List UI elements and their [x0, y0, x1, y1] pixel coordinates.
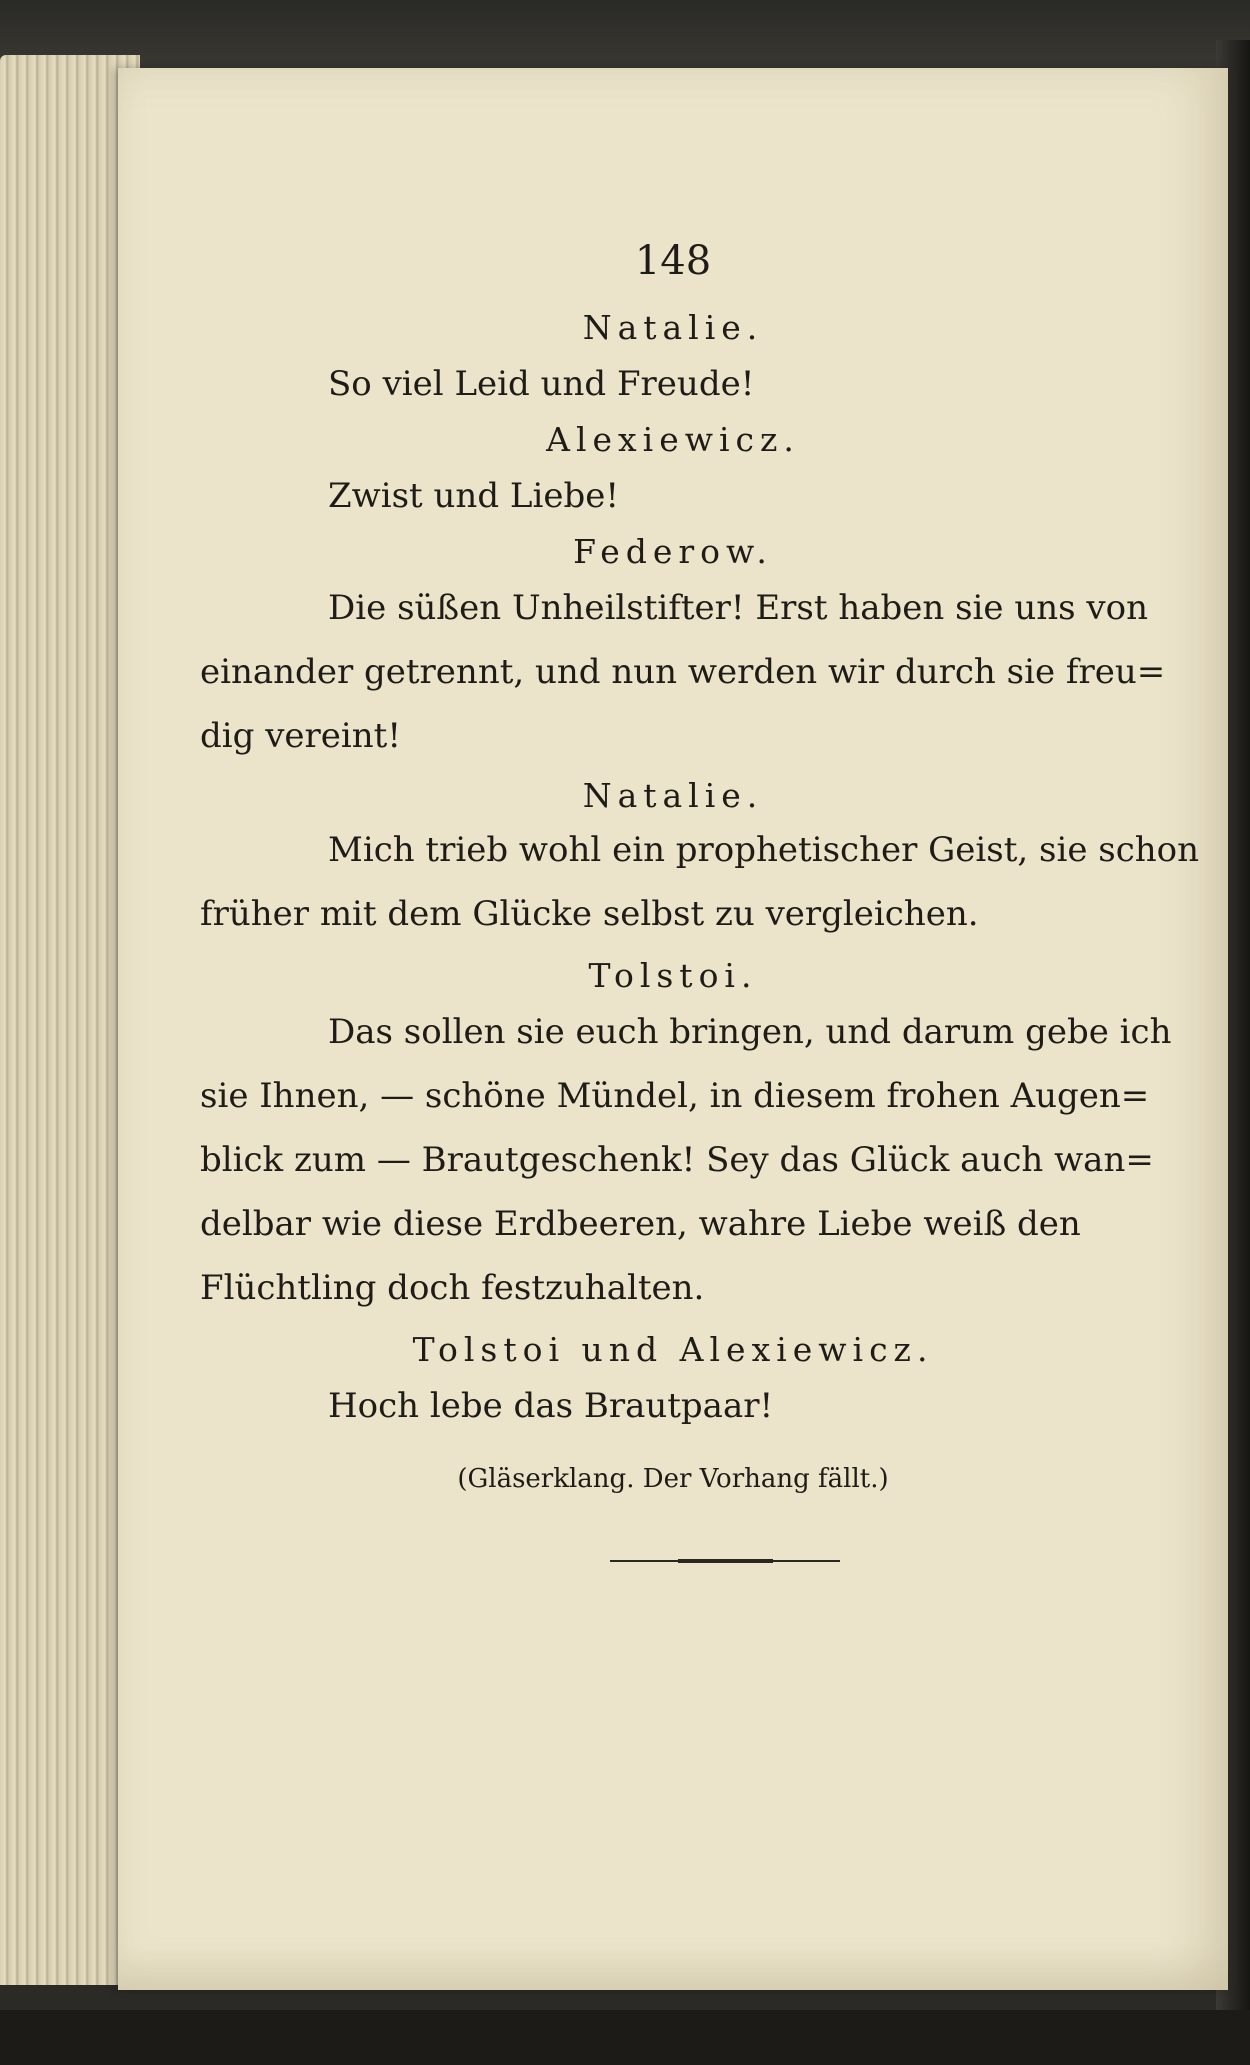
stage-direction: (Gläserklang. Der Vorhang fällt.): [457, 1464, 889, 1494]
dialogue-line: früher mit dem Glücke selbst zu vergleichen.: [200, 894, 979, 934]
scan-background-top: [0, 0, 1250, 70]
dialogue-line: Flüchtling doch festzuhalten.: [200, 1268, 705, 1308]
end-rule-center: [678, 1559, 773, 1563]
dialogue-line: Hoch lebe das Brautpaar!: [328, 1386, 774, 1426]
book-page: [118, 68, 1228, 1990]
speaker-federow: Federow.: [573, 532, 773, 571]
page-number: 148: [634, 238, 712, 284]
dialogue-line: einander getrennt, und nun werden wir durch sie freu=: [200, 652, 1166, 692]
dialogue-line: delbar wie diese Erdbeeren, wahre Liebe weiß den: [200, 1204, 1081, 1244]
speaker-natalie: Natalie.: [582, 776, 764, 815]
dialogue-line: Mich trieb wohl ein prophetischer Geist, sie schon: [328, 830, 1200, 870]
dialogue-line: sie Ihnen, — schöne Mündel, in diesem frohen Augen=: [200, 1076, 1150, 1116]
speaker-alexiewicz: Alexiewicz.: [546, 420, 800, 459]
dialogue-line: Die süßen Unheilstifter! Erst haben sie uns von: [328, 588, 1148, 628]
dialogue-line: Das sollen sie euch bringen, und darum gebe ich: [328, 1012, 1172, 1052]
speaker-natalie: Natalie.: [582, 308, 764, 347]
dialogue-line: blick zum — Brautgeschenk! Sey das Glück auch wan=: [200, 1140, 1154, 1180]
scan-background-bottom: [0, 2010, 1250, 2065]
dialogue-line: Zwist und Liebe!: [328, 476, 620, 516]
speaker-tolstoi: Tolstoi.: [588, 956, 758, 995]
speaker-tolstoi-alexiewicz: Tolstoi und Alexiewicz.: [412, 1330, 934, 1369]
dialogue-line: dig vereint!: [200, 716, 402, 756]
dialogue-line: So viel Leid und Freude!: [328, 364, 755, 404]
